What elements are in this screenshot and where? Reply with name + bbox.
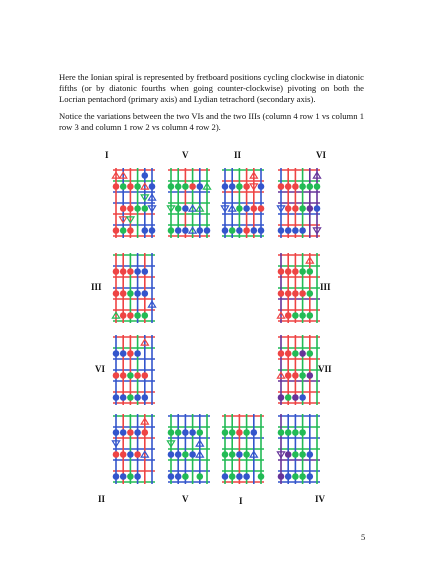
note-dot: [292, 312, 299, 319]
note-dot: [197, 429, 204, 436]
note-dot: [292, 451, 299, 458]
note-dot: [120, 429, 127, 436]
label-left-2: VI: [95, 364, 106, 374]
note-dot: [182, 205, 189, 212]
fretboard-svg: [111, 334, 157, 406]
note-dot: [142, 429, 149, 436]
fretboard-svg: [111, 413, 157, 485]
note-dot: [285, 312, 292, 319]
note-dot: [134, 473, 141, 480]
note-dot: [292, 205, 299, 212]
note-dot: [299, 268, 306, 275]
fretboard-diagram-left-1: [111, 252, 157, 324]
label-bottom-3: I: [239, 496, 243, 506]
note-dot: [113, 350, 120, 357]
note-dot: [134, 394, 141, 401]
label-right-1: III: [320, 282, 331, 292]
note-dot: [149, 227, 156, 234]
note-dot: [127, 205, 134, 212]
note-dot: [258, 183, 265, 190]
note-dot: [299, 429, 306, 436]
note-dot: [189, 451, 196, 458]
note-dot: [299, 394, 306, 401]
note-dot: [134, 268, 141, 275]
fretboard-diagram-right-1: [276, 252, 322, 324]
note-dot: [182, 473, 189, 480]
note-dot: [142, 205, 149, 212]
fretboard-diagram-bottom-1: [111, 413, 157, 485]
note-dot: [222, 183, 229, 190]
note-dot: [149, 183, 156, 190]
note-dot: [299, 451, 306, 458]
fretboard-diagram-left-2: [111, 334, 157, 406]
note-dot: [236, 227, 243, 234]
note-dot: [197, 227, 204, 234]
note-dot: [127, 290, 134, 297]
fretboard-diagram-top-1: [111, 167, 157, 239]
note-dot: [278, 290, 285, 297]
note-dot: [168, 451, 175, 458]
note-dot: [127, 394, 134, 401]
fretboard-diagram-top-4: [276, 167, 322, 239]
note-dot: [222, 473, 229, 480]
note-dot: [127, 183, 134, 190]
fretboard-svg: [276, 413, 322, 485]
note-dot: [314, 205, 321, 212]
note-dot: [142, 268, 149, 275]
fretboard-svg: [166, 413, 212, 485]
note-dot: [175, 451, 182, 458]
note-dot: [197, 473, 204, 480]
note-dot: [243, 429, 250, 436]
note-dot: [168, 227, 175, 234]
note-dot: [120, 183, 127, 190]
note-dot: [168, 429, 175, 436]
note-dot: [292, 372, 299, 379]
fretboard-diagram-bottom-2: [166, 413, 212, 485]
notice-paragraph: Notice the variations between the two VIs and the two IIIs (column 4 row 1 vs column 1 row 3 and column 1 row 2 vs column 4 row 2).: [59, 111, 364, 132]
note-dot: [127, 473, 134, 480]
note-dot: [120, 350, 127, 357]
label-top-1: I: [105, 150, 109, 160]
fretboard-diagram-top-2: [166, 167, 212, 239]
note-dot: [175, 205, 182, 212]
note-dot: [285, 473, 292, 480]
note-dot: [120, 394, 127, 401]
note-dot: [236, 473, 243, 480]
note-dot: [127, 350, 134, 357]
fretboard-svg: [220, 413, 266, 485]
note-dot: [243, 451, 250, 458]
note-dot: [299, 372, 306, 379]
note-dot: [243, 473, 250, 480]
note-dot: [292, 350, 299, 357]
note-dot: [243, 227, 250, 234]
fretboard-diagram-top-3: [220, 167, 266, 239]
note-dot: [134, 451, 141, 458]
note-dot: [258, 227, 265, 234]
note-dot: [307, 268, 314, 275]
note-dot: [285, 350, 292, 357]
note-dot: [182, 451, 189, 458]
note-dot: [127, 451, 134, 458]
note-dot: [278, 429, 285, 436]
note-dot: [134, 350, 141, 357]
note-dot: [127, 372, 134, 379]
fretboard-svg: [111, 252, 157, 324]
note-dot: [229, 227, 236, 234]
note-dot: [113, 183, 120, 190]
label-top-3: II: [234, 150, 242, 160]
note-dot: [175, 473, 182, 480]
intro-paragraph: Here the Ionian spiral is represented by fretboard positions cycling clockwise in diatonic fifths (or by diatonic fourths when going counter-clockwise) pivoting on both the Locrian pentachord (primary axis) and Lydian tetrachord (secondary axis).: [59, 72, 364, 104]
note-dot: [229, 473, 236, 480]
note-dot: [134, 372, 141, 379]
note-dot: [197, 183, 204, 190]
note-dot: [229, 451, 236, 458]
note-dot: [127, 429, 134, 436]
note-dot: [142, 394, 149, 401]
label-top-4: VI: [316, 150, 327, 160]
note-dot: [299, 205, 306, 212]
note-dot: [142, 372, 149, 379]
note-dot: [175, 183, 182, 190]
note-dot: [168, 473, 175, 480]
note-dot: [134, 312, 141, 319]
note-dot: [314, 183, 321, 190]
note-dot: [120, 290, 127, 297]
note-dot: [292, 290, 299, 297]
note-dot: [189, 183, 196, 190]
note-dot: [299, 183, 306, 190]
note-dot: [182, 429, 189, 436]
fretboard-diagram-right-2: [276, 334, 322, 406]
note-dot: [120, 205, 127, 212]
note-dot: [292, 183, 299, 190]
note-dot: [307, 372, 314, 379]
note-dot: [120, 268, 127, 275]
note-dot: [222, 227, 229, 234]
note-dot: [292, 429, 299, 436]
note-dot: [278, 183, 285, 190]
note-dot: [307, 312, 314, 319]
note-dot: [127, 268, 134, 275]
note-dot: [251, 227, 258, 234]
note-dot: [113, 451, 120, 458]
note-dot: [229, 183, 236, 190]
note-dot: [142, 312, 149, 319]
note-dot: [258, 205, 265, 212]
note-dot: [278, 350, 285, 357]
label-right-2: VII: [318, 364, 332, 374]
label-left-1: III: [91, 282, 102, 292]
note-dot: [134, 429, 141, 436]
note-dot: [307, 451, 314, 458]
fretboard-svg: [166, 167, 212, 239]
note-dot: [113, 429, 120, 436]
fretboard-diagram-bottom-4: [276, 413, 322, 485]
note-dot: [236, 205, 243, 212]
note-dot: [285, 268, 292, 275]
note-dot: [299, 312, 306, 319]
note-dot: [299, 227, 306, 234]
note-dot: [120, 473, 127, 480]
note-dot: [142, 172, 149, 179]
page-number: 5: [361, 532, 366, 542]
note-dot: [175, 227, 182, 234]
note-dot: [142, 290, 149, 297]
note-dot: [236, 451, 243, 458]
note-dot: [285, 394, 292, 401]
label-bottom-2: V: [182, 494, 189, 504]
note-dot: [243, 183, 250, 190]
note-dot: [182, 183, 189, 190]
label-top-2: V: [182, 150, 189, 160]
note-dot: [285, 227, 292, 234]
note-dot: [127, 227, 134, 234]
fretboard-svg: [276, 334, 322, 406]
fretboard-diagram-bottom-3: [220, 413, 266, 485]
fretboard-svg: [276, 167, 322, 239]
note-dot: [175, 429, 182, 436]
note-dot: [307, 183, 314, 190]
note-dot: [299, 350, 306, 357]
note-dot: [189, 429, 196, 436]
note-dot: [236, 183, 243, 190]
note-dot: [113, 394, 120, 401]
note-dot: [113, 268, 120, 275]
note-dot: [204, 227, 211, 234]
note-dot: [113, 473, 120, 480]
note-dot: [134, 183, 141, 190]
fretboard-svg: [276, 252, 322, 324]
note-dot: [222, 429, 229, 436]
note-dot: [168, 183, 175, 190]
note-dot: [222, 451, 229, 458]
note-dot: [134, 290, 141, 297]
note-dot: [292, 394, 299, 401]
note-dot: [285, 429, 292, 436]
note-dot: [243, 205, 250, 212]
note-dot: [120, 312, 127, 319]
note-dot: [299, 473, 306, 480]
note-dot: [120, 227, 127, 234]
note-dot: [307, 205, 314, 212]
label-bottom-1: II: [98, 494, 106, 504]
fretboard-svg: [220, 167, 266, 239]
note-dot: [292, 227, 299, 234]
note-dot: [236, 429, 243, 436]
note-dot: [258, 473, 265, 480]
note-dot: [285, 372, 292, 379]
note-dot: [113, 290, 120, 297]
note-dot: [278, 227, 285, 234]
note-dot: [292, 473, 299, 480]
note-dot: [292, 268, 299, 275]
note-dot: [113, 372, 120, 379]
note-dot: [299, 290, 306, 297]
note-dot: [307, 290, 314, 297]
note-dot: [285, 205, 292, 212]
note-dot: [251, 205, 258, 212]
note-dot: [182, 227, 189, 234]
note-dot: [142, 227, 149, 234]
note-dot: [113, 227, 120, 234]
note-dot: [278, 268, 285, 275]
note-dot: [251, 429, 258, 436]
note-dot: [120, 372, 127, 379]
note-dot: [134, 205, 141, 212]
note-dot: [285, 290, 292, 297]
note-dot: [278, 473, 285, 480]
note-dot: [229, 429, 236, 436]
note-dot: [278, 394, 285, 401]
label-bottom-4: IV: [315, 494, 326, 504]
note-dot: [307, 473, 314, 480]
note-dot: [285, 183, 292, 190]
fretboard-svg: [111, 167, 157, 239]
note-dot: [120, 451, 127, 458]
note-dot: [127, 312, 134, 319]
note-dot: [285, 451, 292, 458]
note-dot: [307, 350, 314, 357]
